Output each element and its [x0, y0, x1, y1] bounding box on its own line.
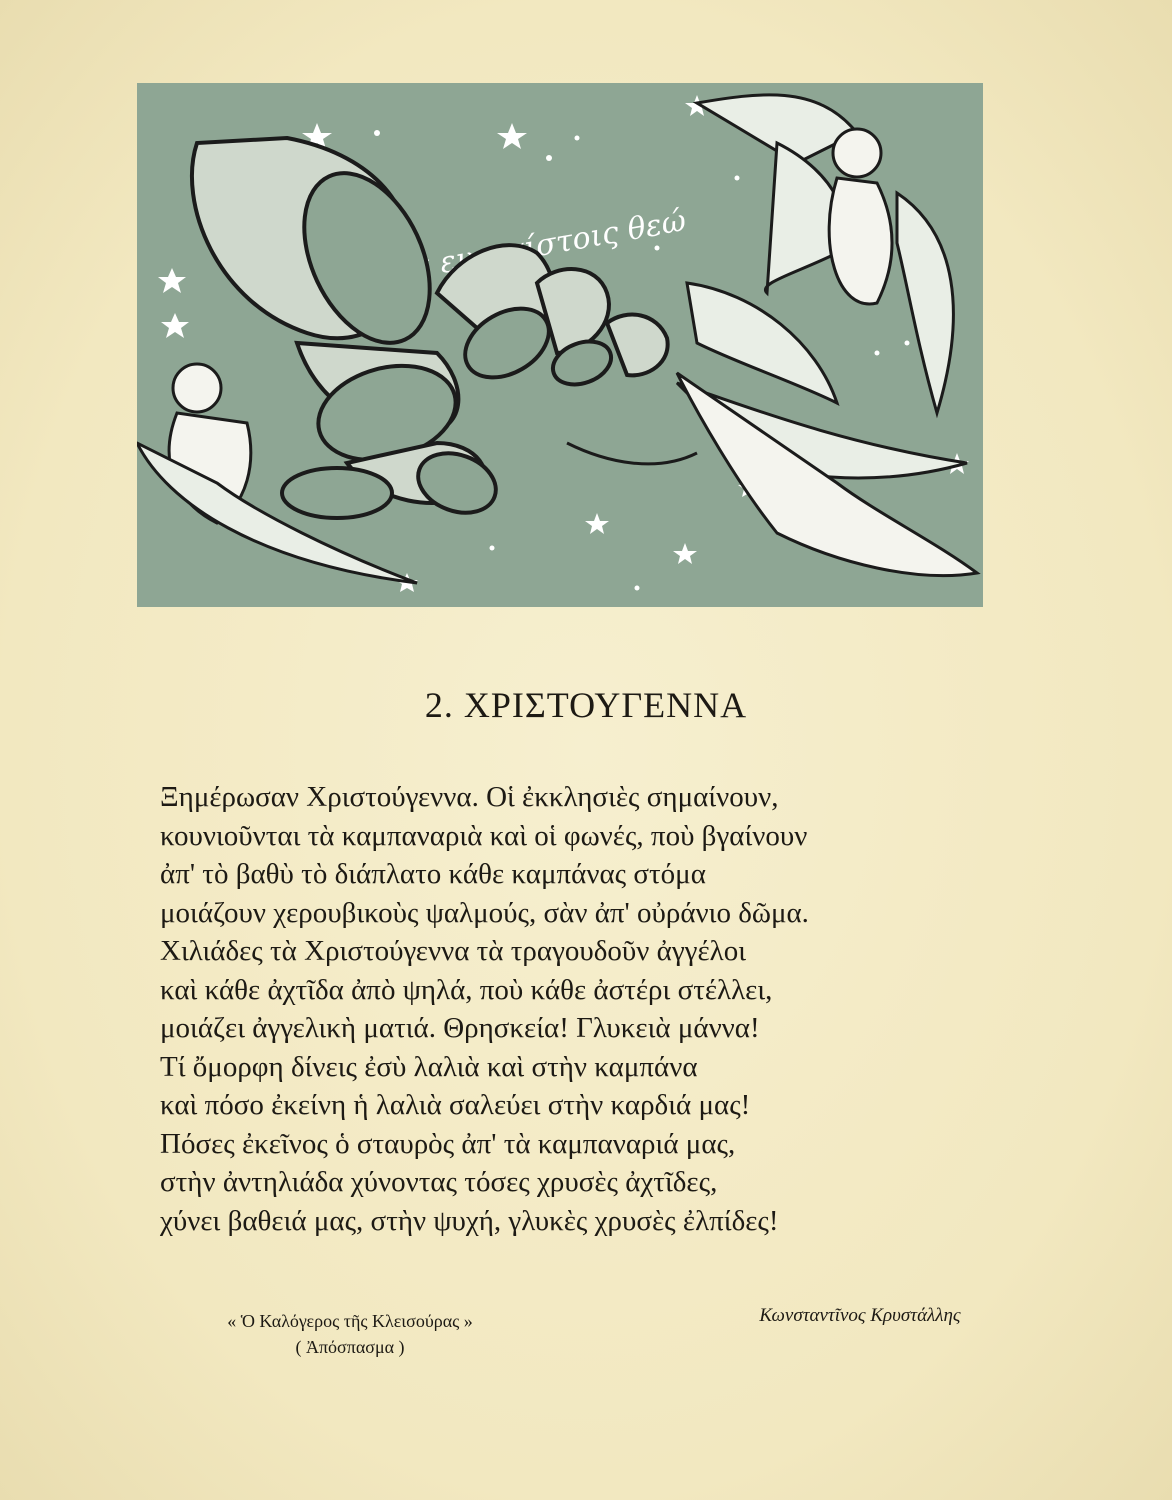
illustration-art: [137, 83, 983, 607]
source-citation: [160, 1308, 540, 1360]
poem-line: Ξημέρωσαν Χριστούγεννα. Οἱ ἐκκλησιὲς σημαίνουν,: [160, 781, 779, 813]
poem-line: καὶ πόσο ἐκείνη ἡ λαλιὰ σαλεύει στὴν καρδιά μας!: [160, 1089, 751, 1121]
poem-line: Χιλιάδες τὰ Χριστούγεννα τὰ τραγουδοῦν ἀγγέλοι: [160, 935, 746, 967]
poem: [160, 778, 920, 1240]
christmas-bells-angels-illustration: [137, 83, 983, 607]
page-title: 2. ΧΡΙΣΤΟΥΓΕΝΝΑ: [424, 685, 748, 725]
poem-line: Τί ὄμορφη δίνεις ἐσὺ λαλιὰ καὶ στὴν καμπάνα: [160, 1050, 698, 1083]
source-work: « Ὁ Καλόγερος τῆς Κλεισούρας »: [227, 1311, 473, 1331]
source-note: ( Ἀπόσπασμα ): [295, 1337, 405, 1357]
inscription-text: εν υψίστοις θεώ: [437, 203, 689, 281]
poem-line: καὶ κάθε ἀχτῖδα ἀπὸ ψηλά, ποὺ κάθε ἀστέρι στέλλει,: [160, 973, 773, 1006]
poem-line: χύνει βαθειά μας, στὴν ψυχή, γλυκὲς χρυσὲς ἐλπίδες!: [160, 1204, 779, 1237]
poem-line: μοιάζουν χερουβικοὺς ψαλμούς, σὰν ἀπ' οὐράνιο δῶμα.: [160, 896, 809, 929]
poem-line: μοιάζει ἀγγελικὴ ματιά. Θρησκεία! Γλυκειὰ μάννα!: [160, 1012, 760, 1044]
poem-line: ἀπ' τὸ βαθὺ τὸ διάπλατο κάθε καμπάνας στόμα: [160, 858, 706, 890]
poem-line: στὴν ἀντηλιάδα χύνοντας τόσες χρυσὲς ἀχτῖδες,: [160, 1166, 718, 1198]
poem-line: Πόσες ἐκεῖνος ὁ σταυρὸς ἀπ' τὰ καμπαναριά μας,: [160, 1127, 736, 1160]
author-name: Κωνσταντῖνος Κρυστάλλης: [759, 1305, 961, 1326]
poem-line: κουνιοῦνται τὰ καμπαναριὰ καὶ οἱ φωνές, ποὺ βγαίνουν: [160, 819, 808, 852]
